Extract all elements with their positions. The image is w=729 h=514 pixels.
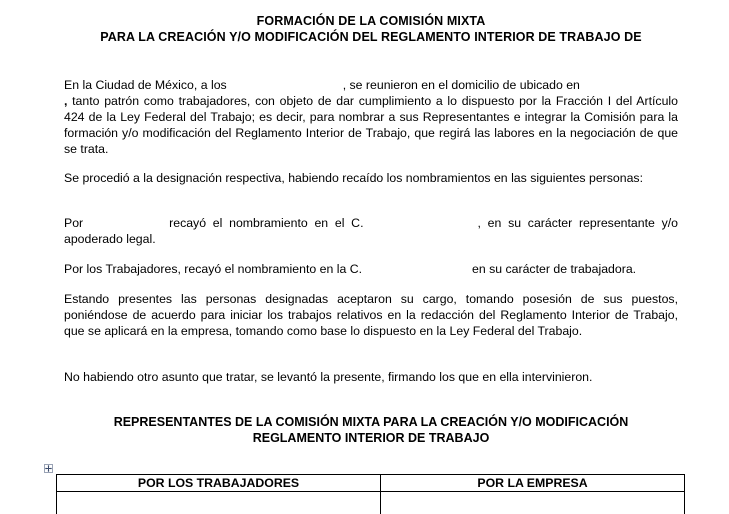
p4-text-a: Por los Trabajadores, recayó el nombramiento en la C. — [64, 262, 362, 276]
paragraph-designation — [64, 170, 678, 186]
paragraph-company-rep — [64, 215, 678, 247]
p3-text-a: Por — [64, 216, 83, 230]
title-line-2: PARA LA CREACIÓN Y/O MODIFICACIÓN DEL REGLAMENTO INTERIOR DE TRABAJO DE — [64, 29, 678, 45]
p1-text-d: tanto patrón como trabajadores, con objeto de dar cumplimiento a lo dispuesto por la Fracción I del Artículo 424 de la Ley Federal del Trabajo; es decir, para nombrar a sus Representantes e integrar la Comisión para la formación y/o modificación del Reglamento Interior de Trabajo, que regirá las labores en la negociación de que se trata. — [64, 94, 678, 156]
header-workers: POR LOS TRABAJADORES — [57, 475, 381, 492]
p1-text-c: , — [64, 94, 67, 108]
signature-cell-workers[interactable] — [57, 492, 381, 514]
table-row — [57, 492, 685, 514]
p1-text-b: , se reunieron en el domicilio de ubicado en — [343, 78, 580, 92]
table-header-row — [57, 475, 685, 492]
p2-text: Se procedió a la designación respectiva, habiendo recaído los nombramientos en las siguientes personas: — [64, 171, 643, 185]
p5-text: Estando presentes las personas designadas aceptaron su cargo, tomando posesión de sus puestos, poniéndose de acuerdo para iniciar los trabajos relativos en la redacción del Reglamento Interior de Trabajo, que se aplicará en la empresa, tomando como base lo dispuesto en la Ley Federal del Trabajo. — [64, 292, 678, 338]
title-line-1: FORMACIÓN DE LA COMISIÓN MIXTA — [64, 13, 678, 29]
document-title — [64, 13, 678, 45]
p4-text-b: en su carácter de trabajadora. — [472, 262, 636, 276]
signatures-title — [64, 414, 678, 446]
signature-cell-company[interactable] — [381, 492, 685, 514]
table-move-handle-icon[interactable] — [44, 464, 53, 473]
paragraph-closing — [64, 369, 678, 385]
signatures-title-line-1: REPRESENTANTES DE LA COMISIÓN MIXTA PARA LA CREACIÓN Y/O MODIFICACIÓN — [64, 414, 678, 430]
p3-text-c: , en su carácter representante y/o apoderado legal. — [64, 216, 678, 246]
p6-text: No habiendo otro asunto que tratar, se levantó la presente, firmando los que en ella intervinieron. — [64, 370, 592, 384]
signatures-title-line-2: REGLAMENTO INTERIOR DE TRABAJO — [64, 430, 678, 446]
signatures-table — [56, 474, 685, 514]
paragraph-acceptance — [64, 291, 678, 339]
p3-text-b: recayó el nombramiento en el C. — [169, 216, 363, 230]
paragraph-worker-rep — [64, 261, 678, 277]
p1-text-a: En la Ciudad de México, a los — [64, 78, 227, 92]
paragraph-meeting — [64, 77, 678, 157]
header-company: POR LA EMPRESA — [381, 475, 685, 492]
